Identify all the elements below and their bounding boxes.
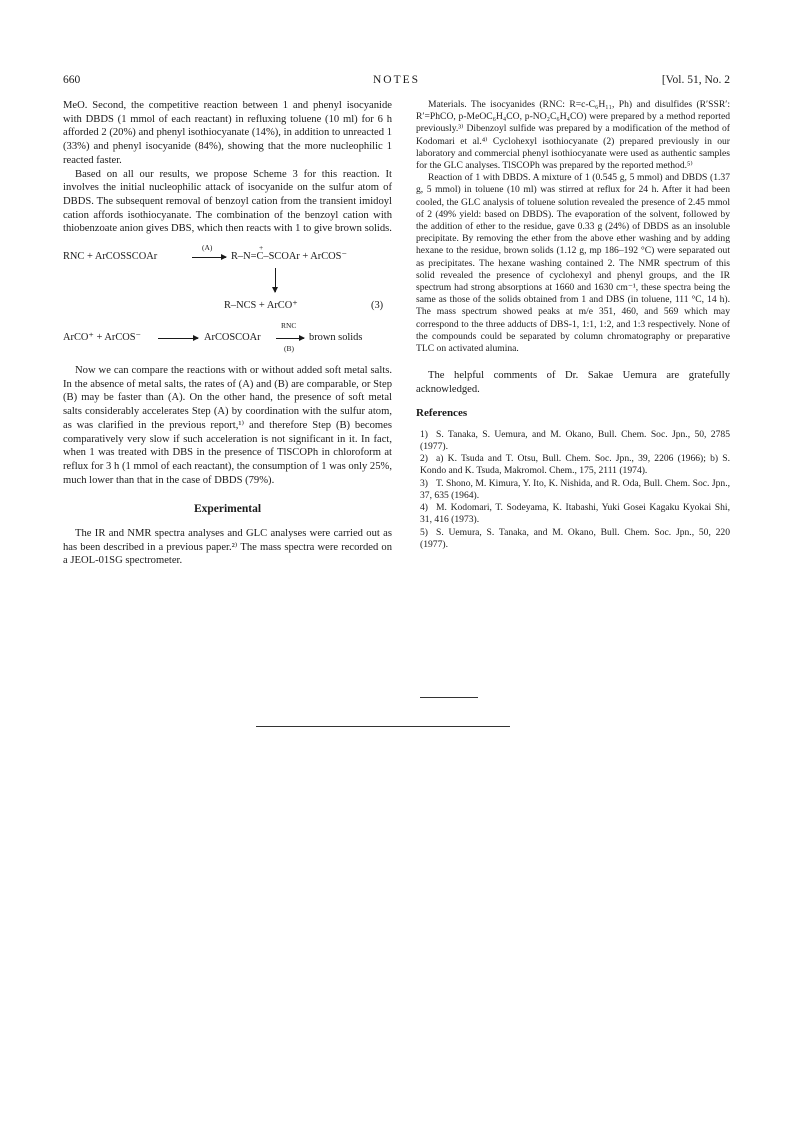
reference-item: 5) S. Uemura, S. Tanaka, and M. Okano, Bull. Chem. Soc. Jpn., 50, 220 (1977). — [420, 526, 730, 550]
reference-item: 3) T. Shono, M. Kimura, Y. Ito, K. Nishida, and R. Oda, Bull. Chem. Soc. Jpn., 37, 635 (1964). — [420, 477, 730, 501]
paragraph-2: Based on all our results, we propose Scheme 3 for this reaction. It involves the initial nucleophilic attack of isocyanide on the sulfur atom of DBDS. The subsequent removal of benzoyl cation from the transient imidoyl cation affords isothiocyanate. The combination of the benzoyl cation with thiobenzoate anion gives DBS, which then reacts with 1 to give brown solids. — [63, 168, 392, 235]
reference-item: 1) S. Tanaka, S. Uemura, and M. Okano, Bull. Chem. Soc. Jpn., 50, 2785 (1977). — [420, 428, 730, 453]
reference-item: 4) M. Kodomari, T. Sodeyama, K. Itabashi, Yuki Gosei Kagaku Kyokai Shi, 31, 416 (1973). — [420, 502, 730, 526]
scheme-label-a: (A) — [202, 243, 213, 253]
reaction-paragraph: Reaction of 1 with DBDS. A mixture of 1 (0.545 g, 5 mmol) and DBDS (1.37 g, 5 mmol) in toluene (10 ml) was stirred at reflux for 24 h. After it had been cooled, the GLC analysis of toluene solution revealed the presence of 2.45 mmol of 2 (49% yield: based on DBDS). The evaporation of the solvent, followed by the addition of ether to the residue, gave 0.33 g (24%) of DBDS as an insoluble precipitate. By removing the ether from the above ether washing and by adding hexane to the residue, brown solids (1.12 g, mp 186–192 °C) were separated out as precipitates. The hexane washing contained 2. The NMR spectrum of this solid revealed the presence of cyclohexyl and phenyl groups, and the IR spectrum had strong absorptions at 1660 and 1630 cm⁻¹, these spectra being the same as those of the solids obtained from 1 and DBS (in toluene, 111 °C, 14 h). The mass spectrum showed peaks at m/e 351, 460, and 569 which may correspond to the three adducts of DBS-1, 1:1, 1:2, and 1:3 respectively. None of the compounds could be separated by column chromatography or preparative TLC on activated alumina. — [416, 172, 730, 355]
paragraph-1: MeO. Second, the competitive reaction between 1 and phenyl isocyanide with DBDS (1 mmol of each reactant) in refluxing toluene (10 ml) for 6 h afforded 2 (20%) and phenyl isothiocyanate (14%), in addition to unreacted 1 (33%) and phenyl isocyanide (84%), showing that the more nucleophilic 1 reacted faster. — [63, 100, 392, 166]
scheme-plus-charge: + — [259, 243, 264, 253]
paragraph-4: The IR and NMR spectra analyses and GLC analyses were carried out as has been described in a previous paper.²⁾ The mass spectra were recorded on a JEOL-01SG spectrometer. — [63, 528, 392, 567]
right-column — [416, 99, 730, 551]
scheme-dbs: ArCOSCOAr — [204, 332, 261, 344]
references-heading: References — [416, 406, 468, 419]
scheme-brown-solids: brown solids — [309, 332, 363, 344]
scheme-products: R–NCS + ArCO⁺ — [224, 300, 298, 312]
scheme-intermediate: R–N=C–SCOAr + ArCOS⁻ — [231, 251, 347, 263]
volume-label: [Vol. 51, No. 2 — [661, 74, 730, 86]
scheme-arrow-b — [276, 338, 304, 339]
scheme-arrow-down — [275, 268, 276, 292]
scheme-label-b: (B) — [284, 344, 294, 354]
page-number: 660 — [63, 74, 81, 86]
experimental-heading: Experimental — [193, 503, 262, 516]
paragraph-3: Now we can compare the reactions with or without added soft metal salts. In the absence of metal salts, the rates of (A) and (B) are comparable, or Step (B) may be faster than (A). On the other hand, the presence of soft metal salts considerably accelerates Step (A) by coordination with the sulfur atom, as was clarified in the previous report,¹⁾ and therefore Step (B) becomes comparatively very slow if such acceleration is not significant in it. In fact, when 1 was treated with DBS in the presence of TlSCOPh in chloroform at reflux for 3 h (1 mmol of each reactant), the consumption of 1 was only 25%, much lower than that in the case of DBDS (79%). — [63, 365, 392, 486]
equation-number: (3) — [371, 300, 384, 312]
scheme-step-b-reactants: ArCO⁺ + ArCOS⁻ — [63, 332, 142, 344]
acknowledgement: The helpful comments of Dr. Sakae Uemura are gratefully acknowledged. — [416, 370, 730, 395]
references-end-rule — [420, 697, 478, 698]
reference-item: 2) a) K. Tsuda and T. Otsu, Bull. Chem. Soc. Jpn., 39, 2206 (1966); b) S. Kondo and K. Tsuda, Makromol. Chem., 175, 2111 (1974). — [420, 453, 730, 477]
reference-list — [416, 429, 730, 551]
scheme-rnc-reagent: RNC — [281, 321, 297, 331]
running-title: NOTES — [372, 74, 421, 86]
scheme-arrow-a — [192, 257, 226, 258]
scheme-reactants: RNC + ArCOSSCOAr — [63, 251, 158, 263]
article-end-rule — [256, 726, 510, 727]
materials-paragraph: Materials. The isocyanides (RNC: R=c-C₆H₁₁, Ph) and disulfides (R′SSR′: R′=PhCO, p-MeOC₆H₄CO, p-NO₂C₆H₄CO) were prepared by a method reported previously.³⁾ Dibenzoyl sulfide was prepared by a modification of the method of Kodomari et al.⁴⁾ Cyclohexyl isothiocyanate (2) prepared previously in our laboratory and commercial phenyl isothiocyanate were used as authentic samples for the GLC analyses. TlSCOPh was prepared by the reported method.⁵⁾ — [416, 99, 730, 172]
scheme-3 — [63, 244, 392, 356]
scheme-arrow-1 — [158, 338, 198, 339]
running-header — [63, 74, 730, 90]
left-column — [63, 99, 392, 568]
